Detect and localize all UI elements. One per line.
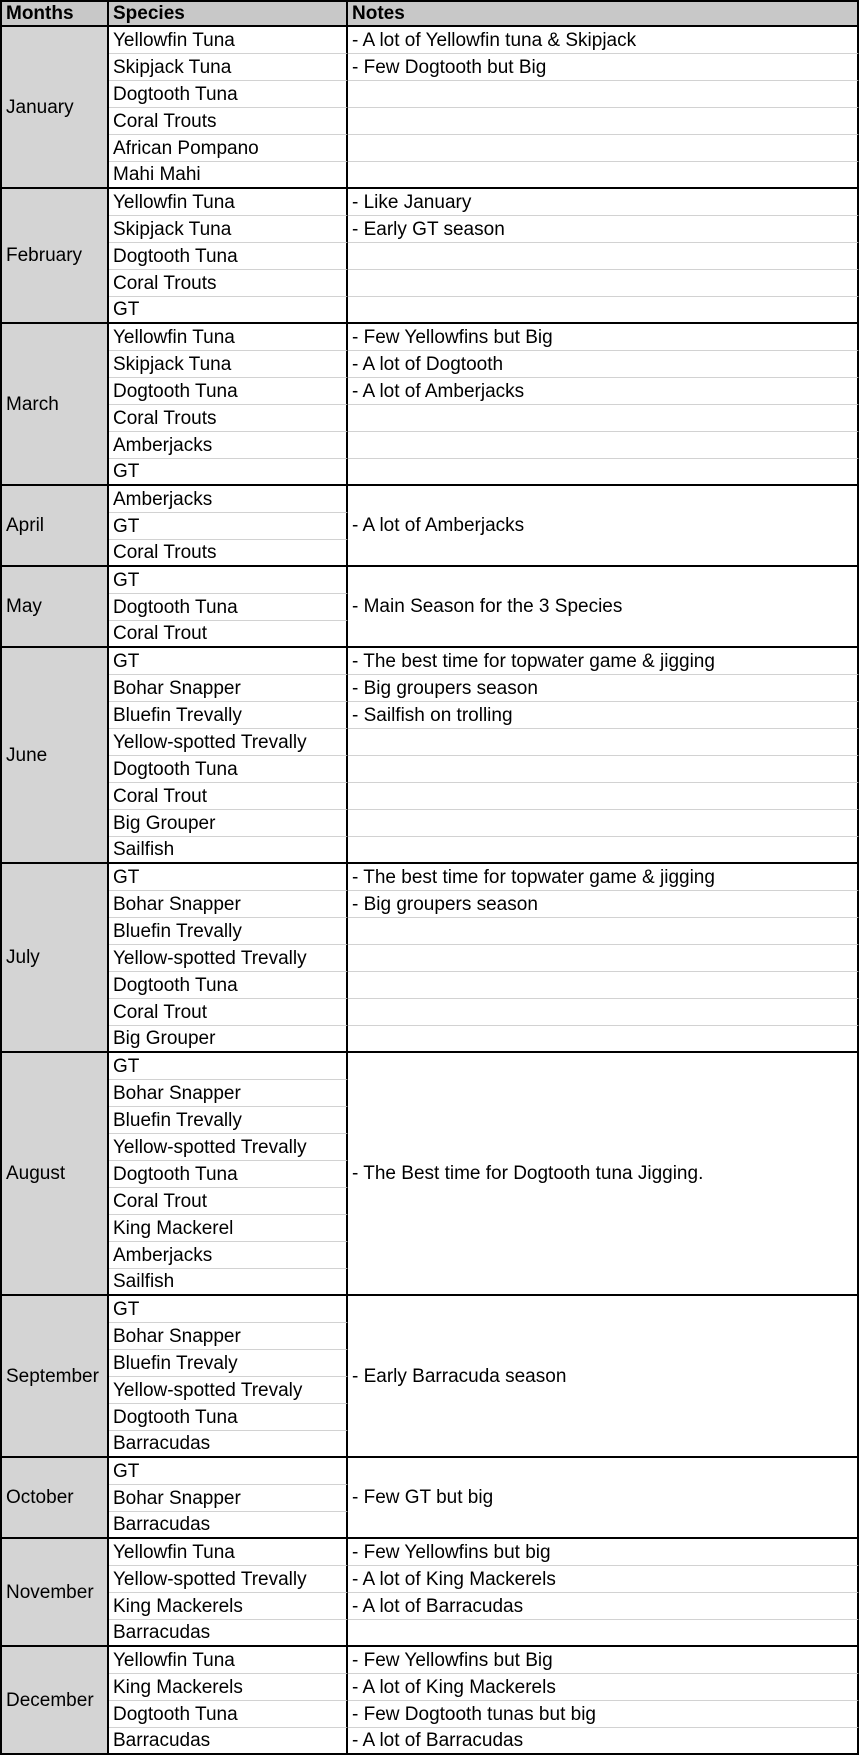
species-cell[interactable]: Dogtooth Tuna bbox=[109, 756, 348, 783]
note-cell[interactable] bbox=[348, 999, 859, 1026]
note-cell[interactable]: - A lot of Amberjacks bbox=[348, 378, 859, 405]
month-cell[interactable]: November bbox=[0, 1539, 109, 1647]
species-cell[interactable]: GT bbox=[109, 567, 348, 594]
species-cell[interactable]: Coral Trouts bbox=[109, 108, 348, 135]
species-cell[interactable]: Big Grouper bbox=[109, 1026, 348, 1053]
species-cell[interactable]: King Mackerel bbox=[109, 1215, 348, 1242]
species-cell[interactable]: GT bbox=[109, 648, 348, 675]
note-cell[interactable] bbox=[348, 162, 859, 189]
month-cell[interactable]: August bbox=[0, 1053, 109, 1296]
note-cell[interactable]: - Few Yellowfins but Big bbox=[348, 324, 859, 351]
note-cell[interactable] bbox=[348, 972, 859, 999]
species-cell[interactable]: Bluefin Trevaly bbox=[109, 1350, 348, 1377]
note-cell[interactable]: - Few GT but big bbox=[348, 1458, 859, 1539]
species-cell[interactable]: Yellow-spotted Trevally bbox=[109, 945, 348, 972]
species-cell[interactable]: Dogtooth Tuna bbox=[109, 972, 348, 999]
species-cell[interactable]: Bluefin Trevally bbox=[109, 1107, 348, 1134]
species-cell[interactable]: GT bbox=[109, 1458, 348, 1485]
species-cell[interactable]: Coral Trout bbox=[109, 783, 348, 810]
note-cell[interactable] bbox=[348, 1026, 859, 1053]
note-cell[interactable]: - A lot of Barracudas bbox=[348, 1593, 859, 1620]
note-cell[interactable] bbox=[348, 729, 859, 756]
note-cell[interactable]: - A lot of Yellowfin tuna & Skipjack bbox=[348, 27, 859, 54]
species-cell[interactable]: Dogtooth Tuna bbox=[109, 1404, 348, 1431]
note-cell[interactable] bbox=[348, 297, 859, 324]
species-cell[interactable]: Barracudas bbox=[109, 1620, 348, 1647]
note-cell[interactable] bbox=[348, 783, 859, 810]
month-cell[interactable]: February bbox=[0, 189, 109, 324]
species-cell[interactable]: Bohar Snapper bbox=[109, 1323, 348, 1350]
species-cell[interactable]: Bohar Snapper bbox=[109, 891, 348, 918]
species-cell[interactable]: Dogtooth Tuna bbox=[109, 378, 348, 405]
species-cell[interactable]: African Pompano bbox=[109, 135, 348, 162]
species-cell[interactable]: Bohar Snapper bbox=[109, 1485, 348, 1512]
species-cell[interactable]: Dogtooth Tuna bbox=[109, 1161, 348, 1188]
species-cell[interactable]: GT bbox=[109, 459, 348, 486]
species-cell[interactable]: Yellow-spotted Trevally bbox=[109, 729, 348, 756]
note-cell[interactable] bbox=[348, 1620, 859, 1647]
month-cell[interactable]: June bbox=[0, 648, 109, 864]
note-cell[interactable] bbox=[348, 837, 859, 864]
species-cell[interactable]: Bohar Snapper bbox=[109, 675, 348, 702]
note-cell[interactable]: - A lot of King Mackerels bbox=[348, 1674, 859, 1701]
species-cell[interactable]: Barracudas bbox=[109, 1431, 348, 1458]
species-cell[interactable]: Skipjack Tuna bbox=[109, 54, 348, 81]
species-cell[interactable]: Yellow-spotted Trevally bbox=[109, 1134, 348, 1161]
note-cell[interactable]: - A lot of Dogtooth bbox=[348, 351, 859, 378]
month-cell[interactable]: December bbox=[0, 1647, 109, 1755]
species-cell[interactable]: Coral Trout bbox=[109, 1188, 348, 1215]
species-cell[interactable]: Coral Trouts bbox=[109, 270, 348, 297]
note-cell[interactable]: - A lot of Barracudas bbox=[348, 1728, 859, 1755]
note-cell[interactable]: - Big groupers season bbox=[348, 891, 859, 918]
species-cell[interactable]: Barracudas bbox=[109, 1728, 348, 1755]
note-cell[interactable] bbox=[348, 108, 859, 135]
note-cell[interactable]: - Big groupers season bbox=[348, 675, 859, 702]
species-cell[interactable]: Yellow-spotted Trevaly bbox=[109, 1377, 348, 1404]
note-cell[interactable] bbox=[348, 432, 859, 459]
species-cell[interactable]: Yellowfin Tuna bbox=[109, 189, 348, 216]
month-cell[interactable]: July bbox=[0, 864, 109, 1053]
month-cell[interactable]: October bbox=[0, 1458, 109, 1539]
month-cell[interactable]: April bbox=[0, 486, 109, 567]
note-cell[interactable] bbox=[348, 270, 859, 297]
note-cell[interactable]: - A lot of Amberjacks bbox=[348, 486, 859, 567]
month-cell[interactable]: March bbox=[0, 324, 109, 486]
note-cell[interactable] bbox=[348, 405, 859, 432]
species-cell[interactable]: Amberjacks bbox=[109, 432, 348, 459]
note-cell[interactable]: - Few Dogtooth but Big bbox=[348, 54, 859, 81]
note-cell[interactable] bbox=[348, 756, 859, 783]
species-cell[interactable]: Coral Trouts bbox=[109, 405, 348, 432]
species-cell[interactable]: King Mackerels bbox=[109, 1674, 348, 1701]
species-cell[interactable]: Sailfish bbox=[109, 837, 348, 864]
species-cell[interactable]: Yellowfin Tuna bbox=[109, 1647, 348, 1674]
note-cell[interactable]: - Early GT season bbox=[348, 216, 859, 243]
note-cell[interactable] bbox=[348, 945, 859, 972]
note-cell[interactable]: - Main Season for the 3 Species bbox=[348, 567, 859, 648]
note-cell[interactable]: - Few Dogtooth tunas but big bbox=[348, 1701, 859, 1728]
note-cell[interactable] bbox=[348, 459, 859, 486]
note-cell[interactable]: - Few Yellowfins but big bbox=[348, 1539, 859, 1566]
species-cell[interactable]: Bluefin Trevally bbox=[109, 702, 348, 729]
species-cell[interactable]: Amberjacks bbox=[109, 486, 348, 513]
note-cell[interactable]: - Early Barracuda season bbox=[348, 1296, 859, 1458]
species-cell[interactable]: Yellowfin Tuna bbox=[109, 27, 348, 54]
note-cell[interactable]: - Sailfish on trolling bbox=[348, 702, 859, 729]
note-cell[interactable] bbox=[348, 810, 859, 837]
species-cell[interactable]: Dogtooth Tuna bbox=[109, 594, 348, 621]
header-notes[interactable]: Notes bbox=[348, 0, 859, 27]
species-cell[interactable]: GT bbox=[109, 297, 348, 324]
species-cell[interactable]: Skipjack Tuna bbox=[109, 351, 348, 378]
species-cell[interactable]: Big Grouper bbox=[109, 810, 348, 837]
species-cell[interactable]: King Mackerels bbox=[109, 1593, 348, 1620]
note-cell[interactable]: - Like January bbox=[348, 189, 859, 216]
species-cell[interactable]: Dogtooth Tuna bbox=[109, 1701, 348, 1728]
note-cell[interactable]: - The best time for topwater game & jigging bbox=[348, 864, 859, 891]
species-cell[interactable]: Coral Trout bbox=[109, 621, 348, 648]
note-cell[interactable]: - A lot of King Mackerels bbox=[348, 1566, 859, 1593]
species-cell[interactable]: Skipjack Tuna bbox=[109, 216, 348, 243]
species-cell[interactable]: Coral Trout bbox=[109, 999, 348, 1026]
note-cell[interactable] bbox=[348, 135, 859, 162]
species-cell[interactable]: Coral Trouts bbox=[109, 540, 348, 567]
note-cell[interactable] bbox=[348, 918, 859, 945]
month-cell[interactable]: September bbox=[0, 1296, 109, 1458]
header-months[interactable]: Months bbox=[0, 0, 109, 27]
species-cell[interactable]: GT bbox=[109, 864, 348, 891]
species-cell[interactable]: Amberjacks bbox=[109, 1242, 348, 1269]
species-cell[interactable]: Dogtooth Tuna bbox=[109, 81, 348, 108]
species-cell[interactable]: Yellowfin Tuna bbox=[109, 324, 348, 351]
species-cell[interactable]: Bluefin Trevally bbox=[109, 918, 348, 945]
note-cell[interactable] bbox=[348, 81, 859, 108]
note-cell[interactable] bbox=[348, 243, 859, 270]
species-cell[interactable]: GT bbox=[109, 1296, 348, 1323]
species-cell[interactable]: Bohar Snapper bbox=[109, 1080, 348, 1107]
note-cell[interactable]: - The Best time for Dogtooth tuna Jigging. bbox=[348, 1053, 859, 1296]
species-cell[interactable]: Sailfish bbox=[109, 1269, 348, 1296]
species-cell[interactable]: Mahi Mahi bbox=[109, 162, 348, 189]
species-cell[interactable]: Dogtooth Tuna bbox=[109, 243, 348, 270]
species-cell[interactable]: GT bbox=[109, 1053, 348, 1080]
month-cell[interactable]: May bbox=[0, 567, 109, 648]
note-cell[interactable]: - The best time for topwater game & jigging bbox=[348, 648, 859, 675]
species-cell[interactable]: GT bbox=[109, 513, 348, 540]
species-cell[interactable]: Barracudas bbox=[109, 1512, 348, 1539]
species-cell[interactable]: Yellow-spotted Trevally bbox=[109, 1566, 348, 1593]
note-cell[interactable]: - Few Yellowfins but Big bbox=[348, 1647, 859, 1674]
species-cell[interactable]: Yellowfin Tuna bbox=[109, 1539, 348, 1566]
month-cell[interactable]: January bbox=[0, 27, 109, 189]
header-species[interactable]: Species bbox=[109, 0, 348, 27]
